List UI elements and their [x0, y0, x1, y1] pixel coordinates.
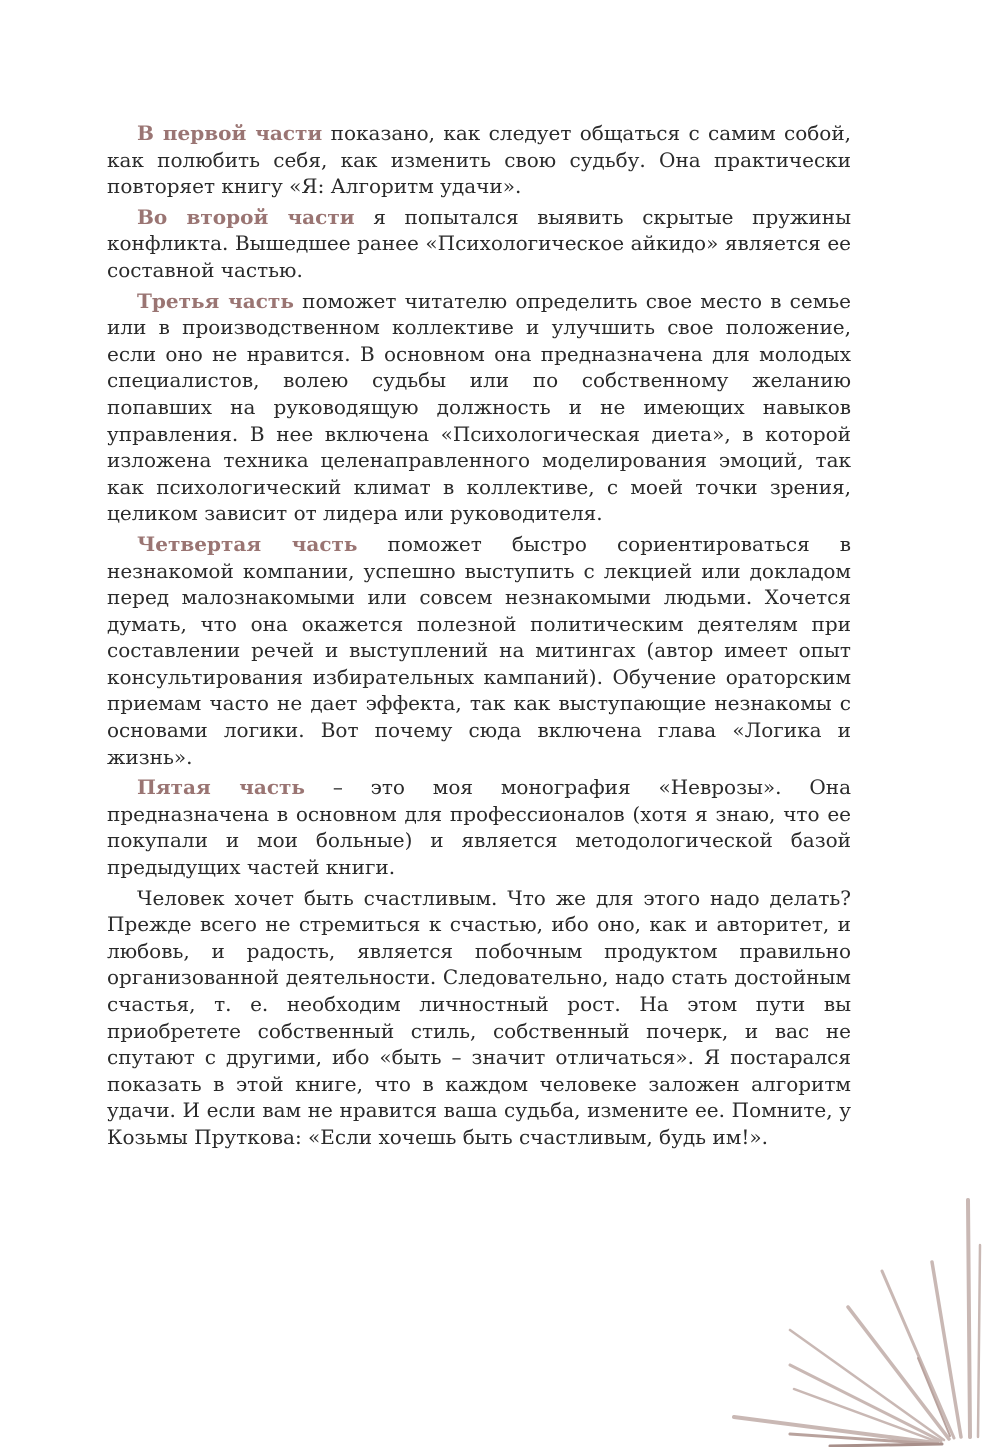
ray-3 [882, 1271, 954, 1438]
ray-1 [968, 1200, 970, 1437]
paragraph-text-4: поможет быстро сориентироваться в незнакомой компании, успешно выступить с лекцией или докладом перед малознакомыми или совсем незнакомыми людьми. Хочется думать, что она окажется полезной политическим деятелям при составлении речей и выступлений на митингах (автор имеет опыт консультирования избирательных кампаний). Обучение ораторским приемам часто не дает эффекта, так как выступающие незнакомы с основами логики. Вот почему сюда включена глава «Логика и жизнь». [107, 531, 851, 769]
brush-rays-decoration [720, 1190, 986, 1447]
paragraph-part-4 [107, 531, 851, 770]
lead-part-1: В первой части [137, 121, 323, 145]
paragraph-text-6: Человек хочет быть счастливым. Что же для этого надо делать? Прежде всего не стремиться к счастью, ибо оно, как и авторитет, и любовь, и радость, является побочным продуктом правильно организованной деятельности. Следовательно, надо стать достойным счастья, т. е. необходим личностный рост. На этом пути вы приобретете собственный стиль, собственный почерк, и вас не спутают с другими, ибо «быть – значит отличаться». Я постарался показать в этой книге, что в каждом человеке заложен алгоритм удачи. И если вам не нравится ваша судьба, измените ее. Помните, у Козьмы Пруткова: «Если хочешь быть счастливым, будь им!». [107, 885, 851, 1149]
ray-5 [790, 1330, 944, 1440]
paragraph-text-2: я попытался выявить скрытые пружины конфликта. Вышедшее ранее «Психологическое айкидо» является ее составной частью. [107, 204, 851, 282]
paragraph-part-5 [107, 774, 851, 880]
main-text [107, 120, 851, 1155]
paragraph-conclusion [107, 885, 851, 1151]
lead-part-4: Четвертая часть [137, 531, 358, 556]
paragraph-text-1: показано, как следует общаться с самим собой, как полюбить себя, как изменить свою судьбу. Она практически повторяет книгу «Я: Алгоритм удачи». [107, 121, 852, 199]
lead-part-2: Во второй части [137, 204, 355, 229]
lead-part-5: Пятая часть [137, 775, 305, 800]
paragraph-text-3: поможет читателю определить свое место в семье или в производственном коллективе и улучшить свое положение, если оно не нравится. В основном она предназначена для молодых специалистов, волею судьбы или по собственному желанию попавших на руководящую должность и не имеющих навыков управления. В нее включена «Психологическая диета», в которой изложена техника целенаправленного моделирования эмоций, так как психологический климат в коллективе, с моей точки зрения, целиком зависит от лидера или руководителя. [107, 288, 851, 526]
paragraph-text-5: – это моя монография «Неврозы». Она предназначена в основном для профессионалов (хотя я знаю, что ее покупали и мои больные) и является методологической базой предыдущих частей книги. [107, 775, 851, 880]
paragraph-part-1 [107, 120, 851, 200]
ray-12 [978, 1245, 980, 1437]
lead-part-3: Третья часть [137, 288, 294, 313]
paragraph-part-2 [107, 204, 851, 284]
paragraph-part-3 [107, 288, 851, 527]
ray-2 [932, 1262, 961, 1437]
ray-11 [830, 1444, 942, 1446]
ray-6 [790, 1365, 941, 1441]
